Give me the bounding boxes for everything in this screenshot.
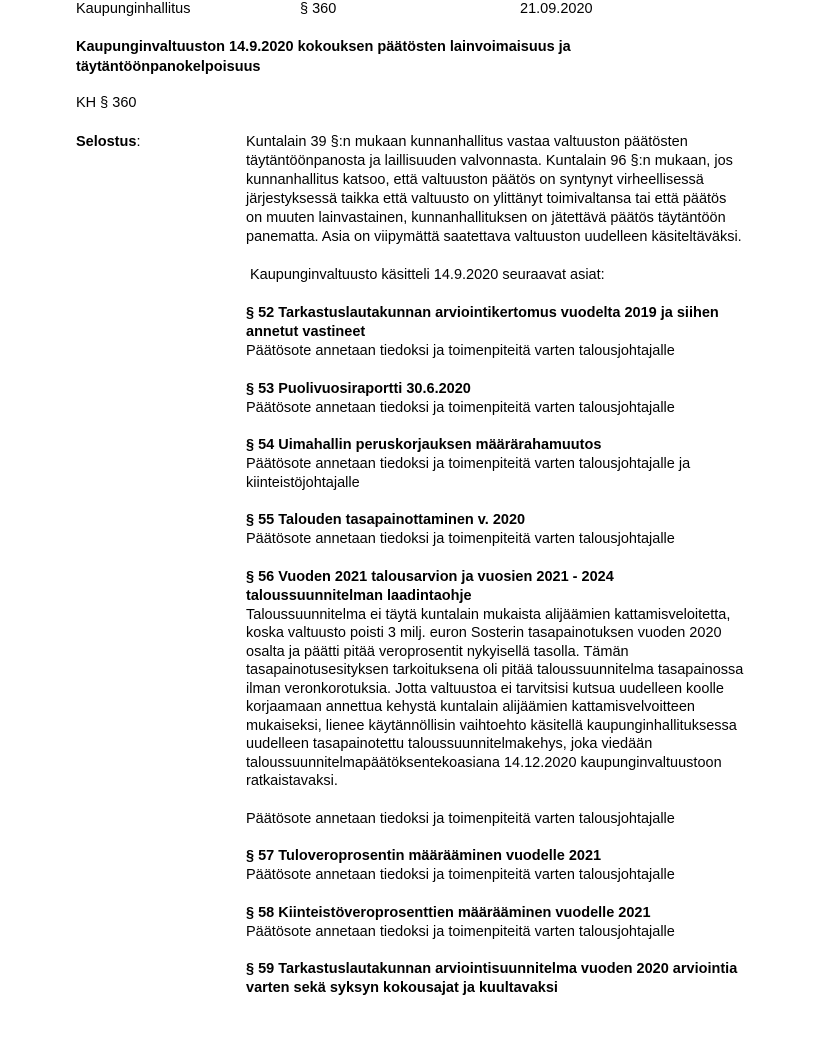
agenda-item-title: § 56 Vuoden 2021 talousarvion ja vuosien 2021 - 2024 taloussuunnitelman laadintaohje (246, 568, 614, 604)
header-date: 21.09.2020 (520, 1, 593, 17)
header-organ: Kaupunginhallitus (76, 1, 191, 17)
agenda-item-text: Päätösote annetaan tiedoksi ja toimenpiteitä varten talousjohtajalle (246, 343, 675, 359)
selostus-intro: Kaupunginvaltuusto käsitteli 14.9.2020 seuraavat asiat: (250, 267, 605, 283)
header-section: § 360 (300, 1, 337, 17)
selostus-paragraph: Kuntalain 39 §:n mukaan kunnanhallitus vastaa valtuuston päätösten täytäntöönpanosta ja laillisuuden valvonnasta. Kuntalain 96 §:n mukaan, jos kunnanhallitus katsoo, että valtuuston päätös on syntynyt virheellisessä järjestyksessä taikka että valtuusto on ylittänyt toimivaltansa tai että päätös on muuten lainvastainen, kunnanhallituksen on jätettävä päätös täytäntöön panematta. Asia on viipymättä saatettava valtuuston uudelleen käsiteltäväksi. (246, 134, 742, 245)
agenda-item-title: § 55 Talouden tasapainottaminen v. 2020 (246, 512, 526, 528)
agenda-item-title: § 59 Tarkastuslautakunnan arviointisuunnitelma vuoden 2020 arviointia varten sekä syksyn kokousajat ja kuultavaksi (246, 961, 738, 996)
body-column (246, 133, 746, 998)
agenda-item-text: Päätösote annetaan tiedoksi ja toimenpiteitä varten talousjohtajalle (246, 399, 675, 416)
reference: KH § 360 (76, 95, 137, 111)
agenda-item-title: § 57 Tuloveroprosentin määrääminen vuodelle 2021 (246, 848, 602, 864)
agenda-item-title: § 52 Tarkastuslautakunnan arviointikertomus vuodelta 2019 ja siihen annetut vastineet (246, 305, 719, 340)
agenda-item (246, 904, 746, 942)
agenda-item-text: Päätösote annetaan tiedoksi ja toimenpiteitä varten talousjohtajalle ja kiinteistöjohtajalle (246, 456, 691, 491)
selostus-label-text: Selostus (76, 134, 137, 150)
agenda-item (246, 511, 746, 549)
document-title: Kaupunginvaltuuston 14.9.2020 kokouksen päätösten lainvoimaisuus ja täytäntöönpanokelpoisuus (76, 39, 571, 75)
agenda-item-text: Taloussuunnitelma ei täytä kuntalain mukaista alijäämien kattamisveloitetta, koska valtuusto poisti 3 milj. euron Sosterin tasapainotuksen vuoden 2020 osalta ja päätti pitää veroprosentit nykyisellä tasolla. Tämän tasapainotusesityksen tarkoituksena oli pitää taloussuunnitelma tasapainossa ilman veronkorotuksia. Jotta valtuustoa ei tarvitsisi kutsua uudelleen koolle korjaamaan annettua kehystä kuntalain alijäämien kattamisvelvoitteen mukaiseksi, lienee käytännöllisin vaihtoehto käsitellä kaupunginhallituksessa uudelleen tasapainotettu taloussuunnitelmakehys, joka viedään taloussuunnitelmapäätöksentekoasiana 14.12.2020 kaupunginvaltuustoon ratkaistavaksi. (246, 606, 744, 789)
page-header (76, 0, 776, 20)
agenda-item (246, 436, 746, 492)
agenda-item (246, 960, 746, 998)
agenda-item-title: § 53 Puolivuosiraportti 30.6.2020 (246, 380, 471, 397)
agenda-item-text: Päätösote annetaan tiedoksi ja toimenpiteitä varten talousjohtajalle (246, 531, 675, 547)
selostus-label (76, 133, 140, 152)
agenda-item (246, 380, 746, 418)
agenda-item (246, 847, 746, 885)
agenda-item-title: § 58 Kiinteistöveroprosenttien määrääminen vuodelle 2021 (246, 904, 651, 921)
agenda-item (246, 304, 746, 361)
agenda-item (246, 568, 746, 829)
agenda-item-title: § 54 Uimahallin peruskorjauksen määrärahamuutos (246, 437, 602, 453)
selostus-label-colon: : (136, 134, 141, 150)
agenda-item-text: Päätösote annetaan tiedoksi ja toimenpiteitä varten talousjohtajalle (246, 923, 675, 940)
agenda-item-text: Päätösote annetaan tiedoksi ja toimenpiteitä varten talousjohtajalle (246, 867, 675, 883)
agenda-item-note: Päätösote annetaan tiedoksi ja toimenpiteitä varten talousjohtajalle (246, 810, 675, 827)
